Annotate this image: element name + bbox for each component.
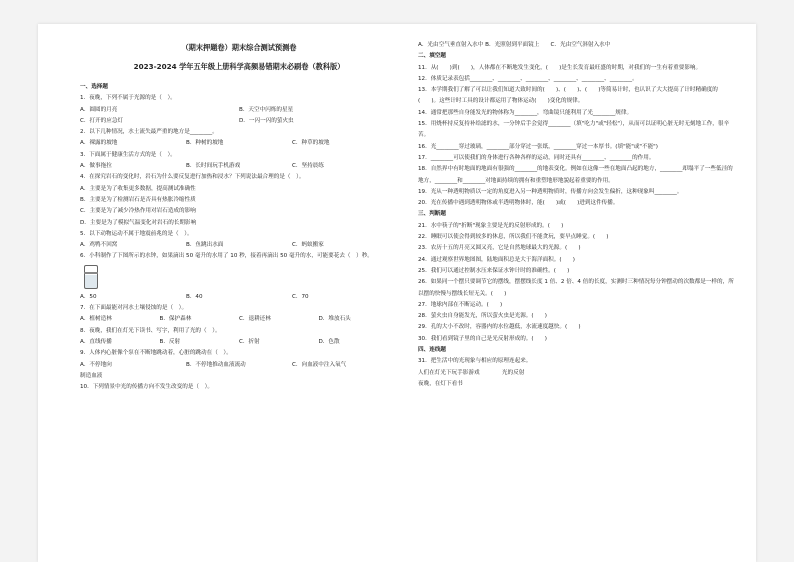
question-2-options <box>80 138 398 149</box>
option-a: A．裸露的坡地 <box>80 140 118 147</box>
option-c: C．折射 <box>239 338 260 345</box>
question-5-options <box>80 240 398 251</box>
question-16: 16．光________穿过玻璃，________部分穿过一张纸，________穿过一本厚书。(填"能"或"不能") <box>418 143 658 150</box>
question-11: 11．从( )到( )，人体都在不断地发生变化，( )是生长发育最旺盛的时期，对我们的一生有着重要影响。 <box>418 64 702 71</box>
section-choice-heading: 一、选择题 <box>80 84 108 90</box>
question-2: 2．以下几种情况，水土流失最严重的地方是________。 <box>80 129 218 136</box>
option-b: B．天空中闪烁的星星 <box>239 106 294 113</box>
match-row-1: 人们在灯光下玩手影游戏 光的反射 <box>418 369 525 376</box>
question-25: 25．我们可以通过控制水压来保证水钟计时的准确性。( ) <box>418 267 570 274</box>
question-22: 22．睡眠可以使会得到较多的休息，所以我们不能贪玩，要早点睡觉。( ) <box>418 234 609 241</box>
option-c: C．向血液中注入氧气 <box>292 361 347 368</box>
option-a: A．直线传播 <box>80 338 112 345</box>
option-c: C．主要是为了减少冷热作用对岩石造成的影响 <box>80 208 196 215</box>
option-a: A．圆圆的月亮 <box>80 106 118 113</box>
question-12: 12．体质记录表包括________、________、________、________、________、________。 <box>418 75 638 82</box>
section-fill-heading: 二、填空题 <box>418 53 446 60</box>
question-21: 21．水中筷子的"折断"现象主要是光的反射形成的。( ) <box>418 222 564 229</box>
question-30: 30．我们看到镜子里的自己是光反射形成的。( ) <box>418 335 547 342</box>
option-b: B．鱼跳出水面 <box>186 242 224 249</box>
section-match-heading: 四、连线题 <box>418 347 446 354</box>
question-9: 9．人体内心脏像个泵在不断地跳动着，心脏的跳动在（ ）。 <box>80 350 232 357</box>
question-31: 31．把生活中的光现象与相应的原理连起来。 <box>418 358 532 365</box>
question-3-options <box>80 161 398 172</box>
question-4: 4．在探究岩石的变化时，岩石为什么要反复进行加热和浸水？下列说法最合理的是（ ）。 <box>80 174 305 181</box>
question-1: 1．夜晚，下列不属于光源的是（ ）。 <box>80 95 176 102</box>
question-23: 23．农历十五的月亮又圆又亮，它是自然地球最大的光源。( ) <box>418 245 581 252</box>
question-10-options: A．光由空气垂直射入水中 B．光照射到平面镜上 C．光由空气斜射入水中 <box>418 42 611 48</box>
option-d: D．色散 <box>318 338 340 345</box>
question-15: 15．用烧杯持反复持补给滤的水，一分钟后手会觉得________（填"吃力"或"轻松"），从而可以证明心脏无时无刻地工作，很辛苦。 <box>418 121 730 139</box>
question-17: 17．________可以使我们的身体进行各种各样的运动，同时还具有________、________的作用。 <box>418 154 655 161</box>
question-5: 5．以下动物运动不属于地震前兆的是（ ）。 <box>80 230 193 237</box>
question-29: 29．孔的大小不改时，容器内的水位越低，水流速度越快。( ) <box>418 324 581 331</box>
right-column <box>418 40 738 390</box>
question-14: 14．通常把那些自身能发光的物体称为________，弯曲镜只能利用了光________规律。 <box>418 109 633 116</box>
question-8-options <box>80 337 398 348</box>
option-b: B．反射 <box>159 338 181 345</box>
question-1-options-2 <box>80 116 398 127</box>
water-clock-figure <box>84 265 98 289</box>
option-c: C．坚持晨练 <box>292 163 324 170</box>
option-a: A．50 <box>80 293 97 300</box>
option-a: A．植树造林 <box>80 316 112 323</box>
left-column <box>80 38 398 393</box>
match-row-2: 夜晚，在灯下看书 <box>418 380 463 387</box>
option-b: B．长时间玩手机游戏 <box>186 163 241 170</box>
exam-title: （期末押题卷）期末综合测试预测卷 <box>181 43 297 52</box>
question-13: 13．本学期我们了解了可以让我们知道大致时间的( )、( )、( )等简易计时，也认识了大大提高了计时精确度的( )。这些计时工具的设计都运用了物体运动( )变化的规律。 <box>418 87 718 105</box>
option-a: A．做事拖拉 <box>80 163 112 170</box>
option-a: A．鸡鸭不回窝 <box>80 242 118 249</box>
option-c: C．打开的应急灯 <box>80 117 124 124</box>
question-6: 6．小科制作了下图所示的水钟，如果滴出 50 毫升的水用了 10 秒，接着再滴出 50 毫升的水，可能要花去（ ）秒。 <box>80 253 373 260</box>
question-9-options <box>80 360 398 371</box>
question-28: 28．萤火虫自身能发光，所以萤火虫是光源。( ) <box>418 313 547 320</box>
option-d: D．堆放石头 <box>318 316 351 323</box>
option-c: C．退耕还林 <box>239 316 271 323</box>
option-d: D．主要是为了模拟气温变化对岩石的长期影响 <box>80 219 197 226</box>
option-b: B．不停地推动血液流动 <box>186 361 246 368</box>
option-c: C．种草的坡地 <box>292 140 330 147</box>
question-7-options <box>80 314 398 325</box>
question-24: 24．通过观察世界地图图，陆地面积总是大于海洋面积。( ) <box>418 256 575 263</box>
option-b: B．保护森林 <box>159 316 192 323</box>
question-10: 10．下列情景中光的传播方向不发生改变的是（ ）。 <box>80 384 213 391</box>
question-8: 8．夜晚，我们在灯光下读书、写字，利用了光的（ ）。 <box>80 327 221 334</box>
option-d: D．一闪一闪的萤火虫 <box>239 117 294 124</box>
question-3: 3．下面属于健康生活方式的是（ ）。 <box>80 151 176 158</box>
option-a: A．主要是为了收集更多数据，提高测试准确性 <box>80 185 196 192</box>
question-27: 27．地球内部在不断运动。( ) <box>418 301 503 308</box>
question-7: 7．在下面最能对河水土壤侵蚀的是（ ）。 <box>80 305 188 312</box>
option-c: C．70 <box>292 293 309 300</box>
question-18: 18．自然界中有时地面的地面有很强的________的地表变化。例如在这像一些在地面凸起的地方，________却塌平了一些低洼的地方，________和________对地面持续的拥有和重塑地形地貌起着重要的作用。 <box>418 166 733 184</box>
document-page <box>38 24 756 562</box>
option-b: B．40 <box>186 293 203 300</box>
question-19: 19．光从一种透明物质以一定的角度进入另一种透明物质时，传播方向会发生偏折，这种现象叫________。 <box>418 188 683 195</box>
question-1-options <box>80 105 398 116</box>
question-26: 26．如果同一个摆只要调节它的摆线，摆摆线长度 1 倍、2 倍、4 倍的长度，实测时三种情况每分钟摆动的次数都是一样的，所以摆的快慢与摆线长短无关。( ) <box>418 279 734 297</box>
question-6-options <box>80 292 398 303</box>
question-9-continued: 制造血液 <box>80 372 103 379</box>
exam-subtitle: 2023-2024 学年五年级上册科学高频易错期末必刷卷（教科版） <box>133 62 345 71</box>
option-c: C．蚂蚁搬家 <box>292 242 324 249</box>
option-b: B．种树的坡地 <box>186 140 224 147</box>
section-judge-heading: 三、判断题 <box>418 211 446 218</box>
question-20: 20．光在传播中遇到透明物体或半透明物体时，能( )或( )进到这件传播。 <box>418 200 619 207</box>
option-a: A．不停地向 <box>80 361 112 368</box>
option-b: B．主要是为了检测岩石是否具有热胀冷缩性质 <box>80 196 196 203</box>
